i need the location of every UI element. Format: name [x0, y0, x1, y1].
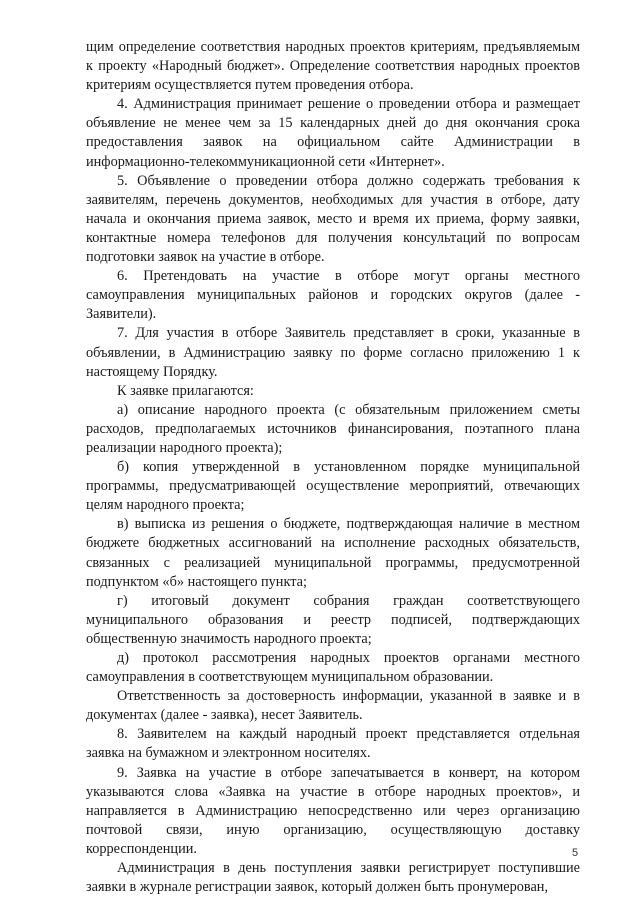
paragraph-continuation: щим определение соответствия народных проектов критериям, предъявляемым к проекту «Народный бюджет». Определение соответствия народных проектов критериям осуществляется путем проведения отбора. — [86, 39, 580, 94]
paragraph-item-4: 4. Администрация принимает решение о проведении отбора и размещает объявление не менее чем за 15 календарных дней до дня окончания срока предоставления заявок на официальном сайте Администрации в информационно-телекоммуникационной сети «Интернет». — [86, 96, 580, 170]
paragraph-subitem-b: б) копия утвержденной в установленном порядке муниципальной программы, предусматривающей осуществление мероприятий, отвечающих целям народного проекта; — [86, 459, 580, 514]
paragraph-attachments-intro: К заявке прилагаются: — [117, 382, 254, 399]
paragraph-subitem-g: г) итоговый документ собрания граждан соответствующего муниципального образования и реестр подписей, подтверждающих общественную значимость народного проекта; — [86, 592, 580, 647]
paragraph-subitem-v: в) выписка из решения о бюджете, подтверждающая наличие в местном бюджете бюджетных ассигнований на исполнение расходных обязательств, связанных с реализацией муниципальной программы, предусмотренной подпунктом «б» настоящего пункта; — [86, 516, 580, 590]
paragraph-registration: Администрация в день поступления заявки регистрирует поступившие заявки в журнале регистрации заявок, который должен быть пронумерован, — [86, 860, 580, 896]
paragraph-item-6: 6. Претендовать на участие в отборе могут органы местного самоуправления муниципальных районов и городских округов (далее - Заявители). — [86, 268, 580, 323]
paragraph-item-5: 5. Объявление о проведении отбора должно содержать требования к заявителям, перечень документов, необходимых для участия в отборе, дату начала и окончания приема заявок, место и время их приема, форму заявки, контактные номера телефонов для получения консультаций по вопросам подготовки заявок на участие в отборе. — [86, 172, 580, 266]
document-body — [86, 38, 580, 897]
paragraph-responsibility: Ответственность за достоверность информации, указанной в заявке и в документах (далее - заявка), несет Заявитель. — [86, 688, 580, 724]
page-number: 5 — [572, 847, 579, 859]
paragraph-item-9: 9. Заявка на участие в отборе запечатывается в конверт, на котором указываются слова «Заявка на участие в отборе народных проектов», и направляется в Администрацию непосредственно или через организацию почтовой связи, иную организацию, осуществляющую доставку корреспонденции. — [86, 764, 580, 857]
paragraph-item-8: 8. Заявителем на каждый народный проект представляется отдельная заявка на бумажном и электронном носителях. — [86, 726, 580, 762]
paragraph-subitem-d: д) протокол рассмотрения народных проектов органами местного самоуправления в соответствующем муниципальном образовании. — [86, 650, 580, 686]
paragraph-subitem-a: а) описание народного проекта (с обязательным приложением сметы расходов, предполагаемых источников финансирования, поэтапного плана реализации народного проекта); — [86, 401, 580, 456]
paragraph-item-7: 7. Для участия в отборе Заявитель представляет в сроки, указанные в объявлении, в Администрацию заявку по форме согласно приложению 1 к настоящему Порядку. — [86, 325, 580, 380]
